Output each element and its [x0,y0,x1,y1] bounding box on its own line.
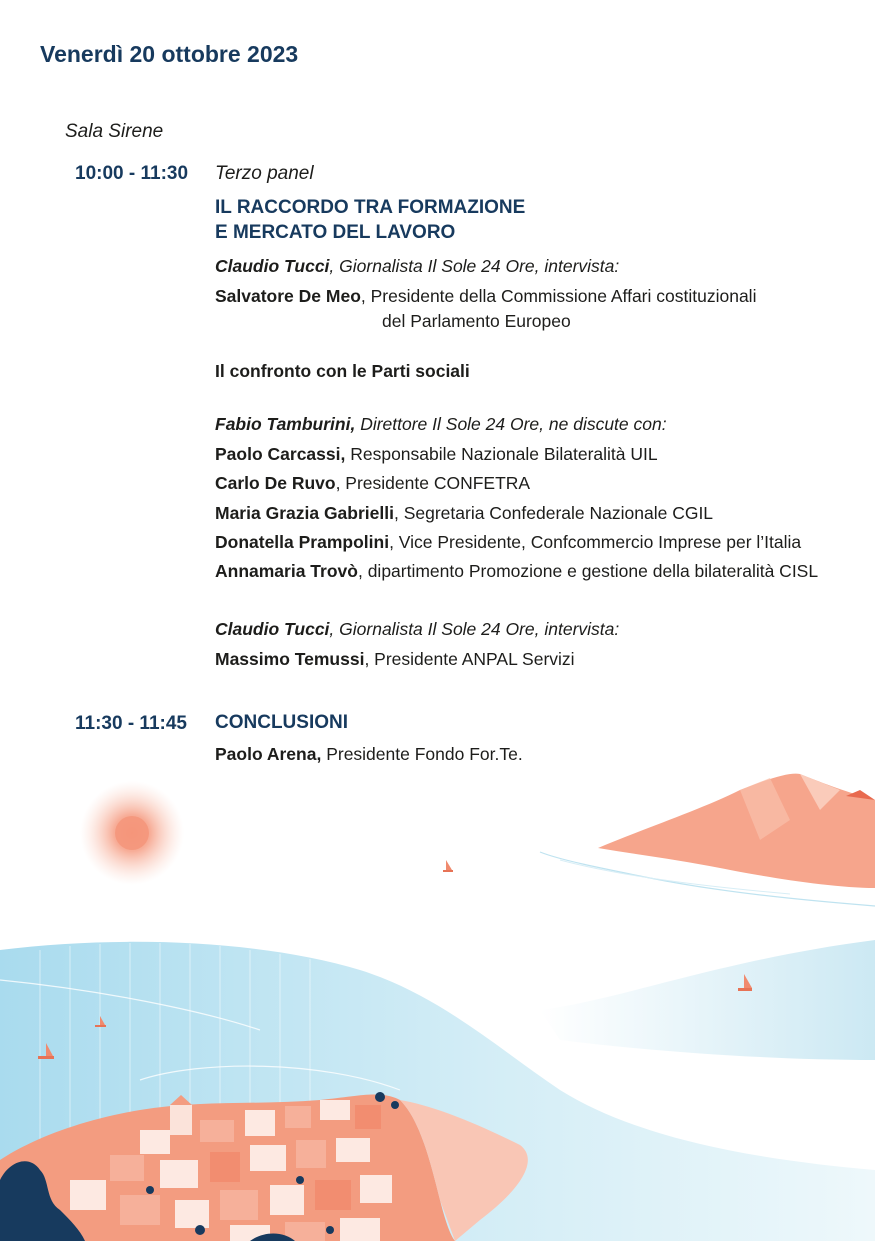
session-1-time: 10:00 - 11:30 [75,163,189,184]
subheading: Il confronto con le Parti sociali [215,361,470,381]
interviewer-line-2 [215,618,619,640]
event-date: Venerdì 20 ottobre 2023 [40,41,299,67]
speaker-role: , Giornalista Il Sole 24 Ore, intervista: [329,256,620,276]
speaker-role: , Presidente CONFETRA [335,473,531,493]
speaker-name: Salvatore De Meo [215,286,361,306]
session-1-title-line-2: E MERCATO DEL LAVORO [215,222,456,243]
speaker-name: Fabio Tamburini, [215,414,356,434]
coastal-illustration [0,760,875,1241]
panelist-line [215,531,801,553]
speaker-name: Paolo Arena, [215,744,322,764]
panelist-line [215,472,530,494]
session-2-time: 11:30 - 11:45 [75,713,187,734]
speaker-name: Carlo De Ruvo [215,473,336,493]
speaker-name: Maria Grazia Gabrielli [215,503,394,523]
speaker-name: Claudio Tucci [215,619,330,639]
panelist-line [215,560,818,582]
interviewer-line-1 [215,255,619,277]
guest-line-2 [215,648,575,670]
speaker-role: , Segretaria Confederale Nazionale CGIL [393,503,714,523]
session-1-label: Terzo panel [215,163,314,184]
session-1-title-line-1: IL RACCORDO TRA FORMAZIONE [215,197,526,218]
speaker-role: , Presidente della Commissione Affari costituzionali [360,286,757,306]
session-2-title: CONCLUSIONI [215,712,348,733]
speaker-role: Responsabile Nazionale Bilateralità UIL [345,444,658,464]
speaker-role: Presidente Fondo For.Te. [321,744,523,764]
moderator-line [215,413,667,435]
speaker-role: , Vice Presidente, Confcommercio Imprese per l’Italia [389,532,802,552]
speaker-role: , Giornalista Il Sole 24 Ore, intervista: [329,619,620,639]
speaker-name: Annamaria Trovò [215,561,358,581]
speaker-role: , Presidente ANPAL Servizi [364,649,575,669]
speaker-name: Massimo Temussi [215,649,365,669]
guest-line-1 [215,285,756,307]
speaker-role: , dipartimento Promozione e gestione della bilateralità CISL [357,561,819,581]
panelist-line [215,443,658,465]
speaker-role: Direttore Il Sole 24 Ore, ne discute con: [355,414,667,434]
speaker-name: Claudio Tucci [215,256,330,276]
speaker-name: Donatella Prampolini [215,532,390,552]
guest-role-continuation: del Parlamento Europeo [382,311,571,331]
panelist-line [215,502,713,524]
speaker-name: Paolo Carcassi, [215,444,346,464]
room-name: Sala Sirene [65,121,164,142]
sailboat-1 [443,860,453,872]
